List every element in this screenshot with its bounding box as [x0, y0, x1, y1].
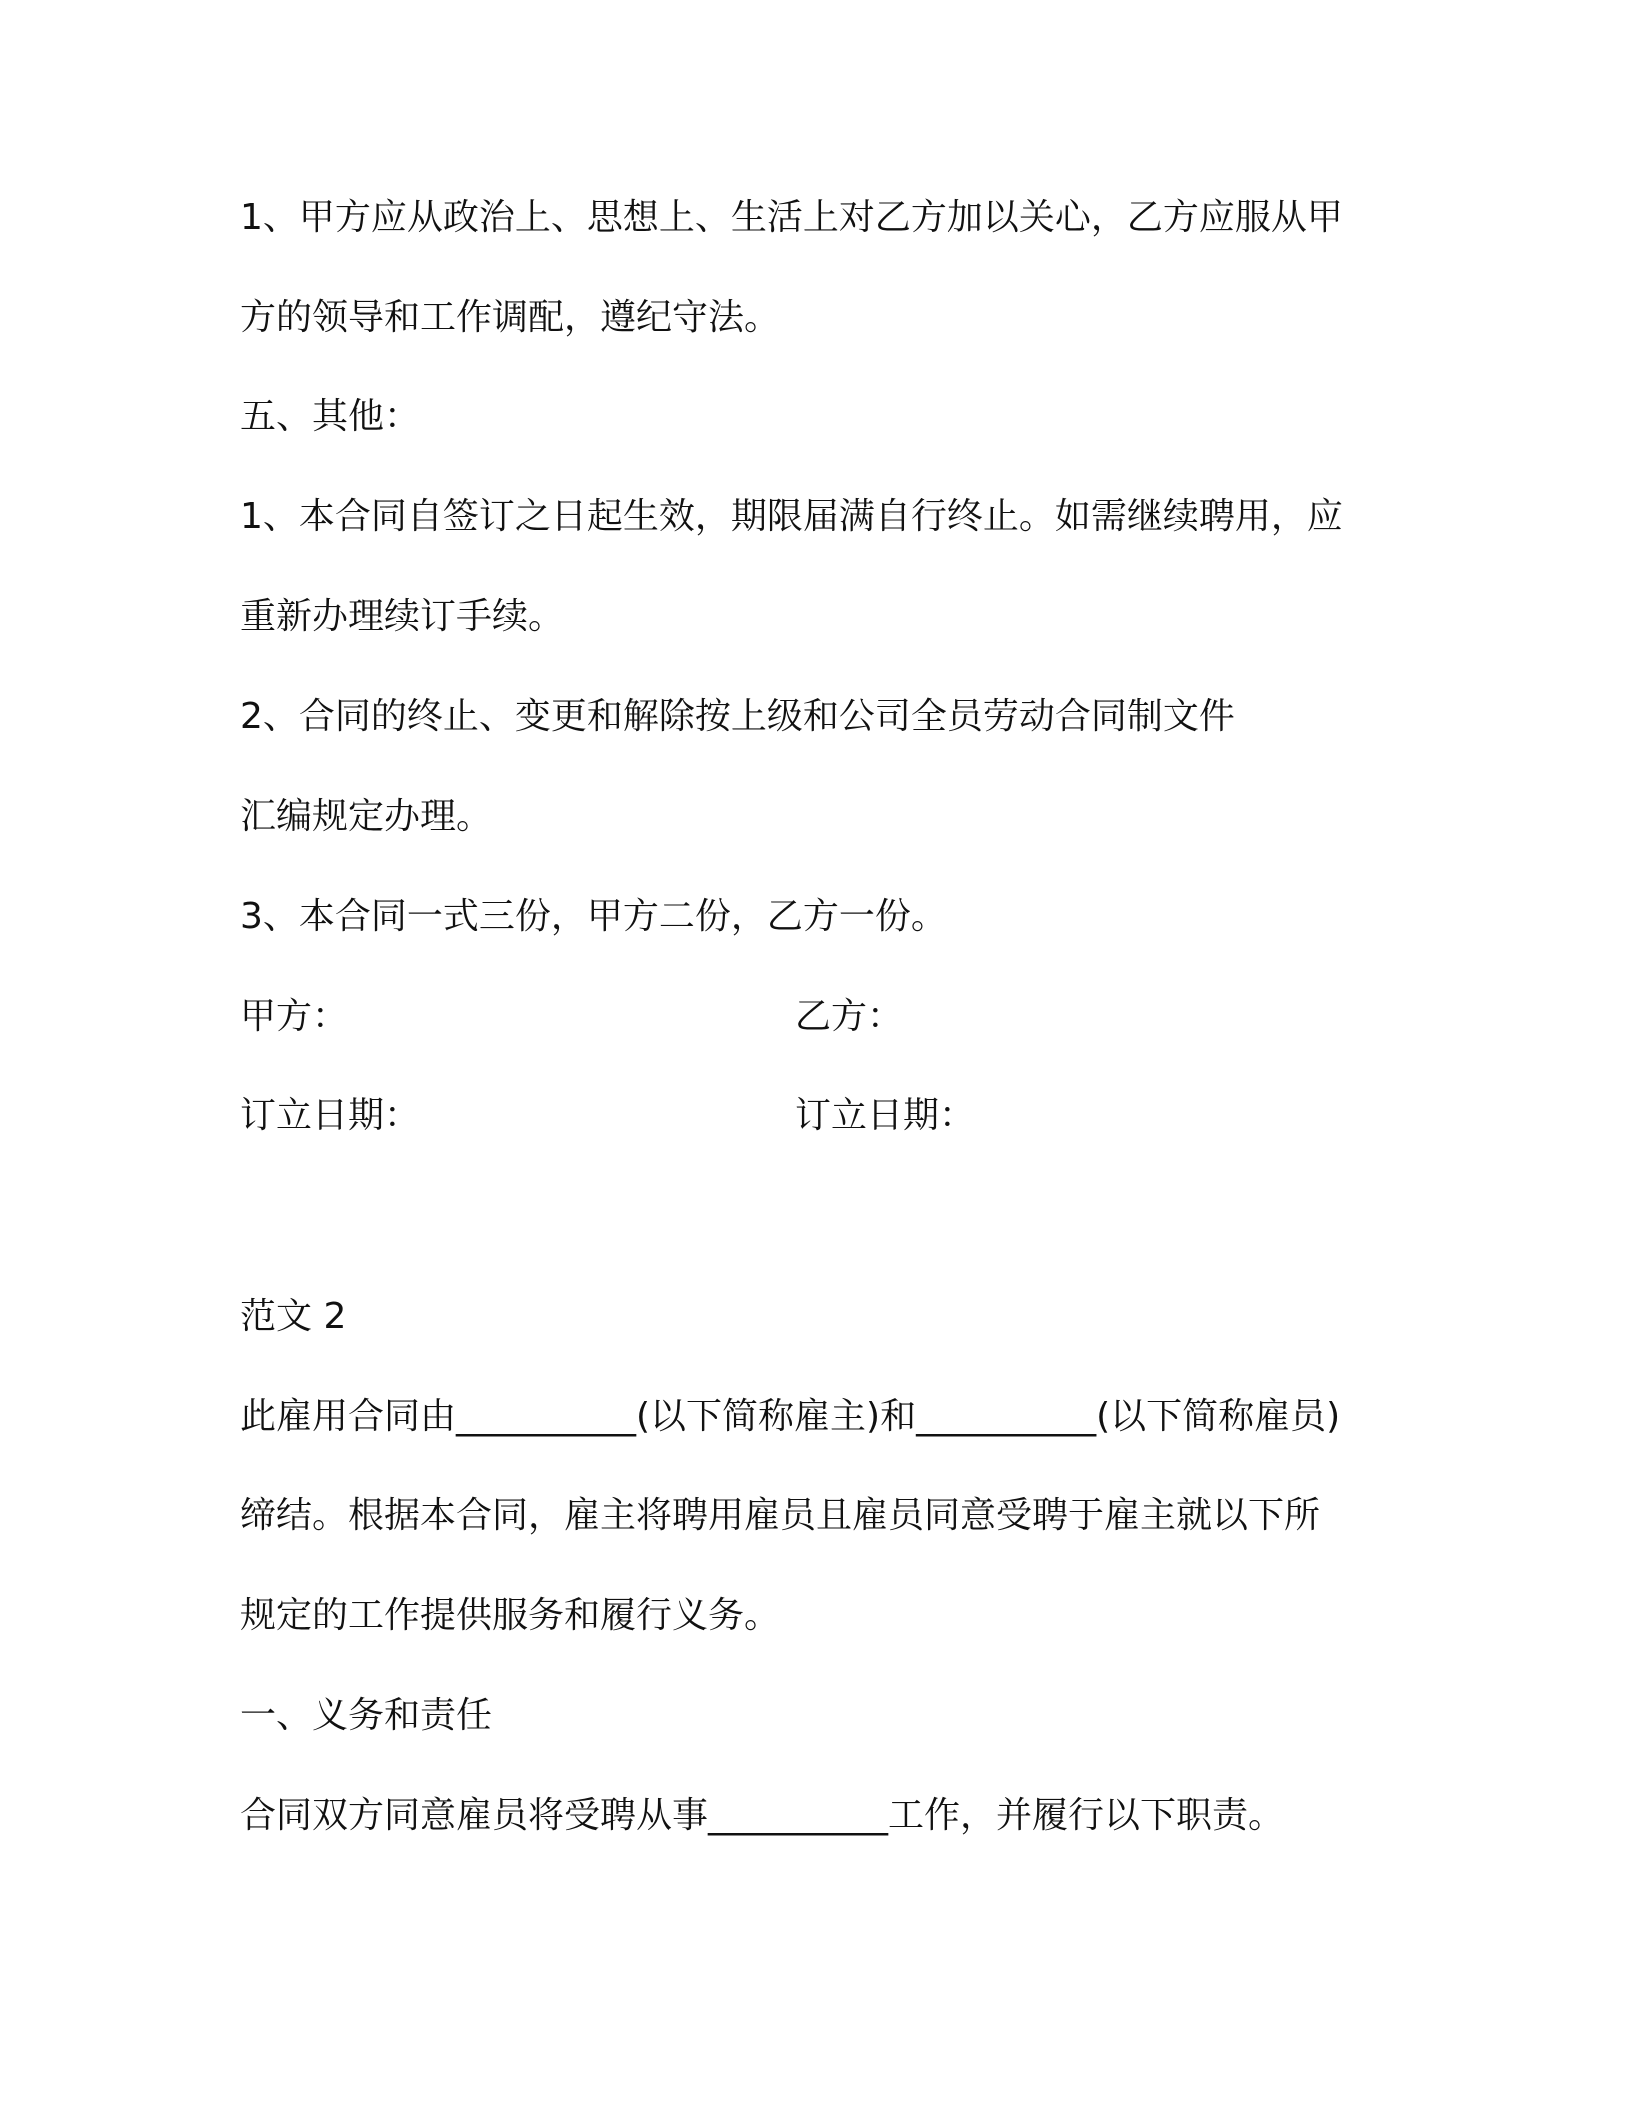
- paragraph-line-2: 方的领导和工作调配，遵纪守法。: [240, 297, 781, 338]
- signing-date-b-label: 订立日期：: [795, 1095, 976, 1136]
- sample-2-line-4: 合同双方同意雇员将受聘从事__________工作，并履行以下职责。: [240, 1795, 1285, 1836]
- paragraph-line-3: 1、本合同自签订之日起生效，期限届满自行终止。如需继续聘用，应: [240, 496, 1343, 537]
- party-a-label: 甲方：: [240, 996, 349, 1037]
- sample-2-line-1: 此雇用合同由__________(以下简称雇主)和__________(以下简称雇员): [240, 1396, 1341, 1437]
- paragraph-line-1: 1、甲方应从政治上、思想上、生活上对乙方加以关心，乙方应服从甲: [240, 197, 1343, 238]
- party-b-label: 乙方：: [795, 996, 904, 1037]
- paragraph-line-7: 3、本合同一式三份，甲方二份，乙方一份。: [240, 896, 947, 937]
- sample-2-section-heading: 一、义务和责任: [240, 1695, 493, 1736]
- paragraph-line-4: 重新办理续订手续。: [240, 596, 565, 637]
- sample-2-line-2: 缔结。根据本合同，雇主将聘用雇员且雇员同意受聘于雇主就以下所: [240, 1495, 1321, 1536]
- section-heading-other: 五、其他：: [240, 396, 421, 437]
- paragraph-line-6: 汇编规定办理。: [240, 796, 493, 837]
- signing-date-a-label: 订立日期：: [240, 1095, 421, 1136]
- paragraph-line-5: 2、合同的终止、变更和解除按上级和公司全员劳动合同制文件: [240, 696, 1235, 737]
- sample-2-heading: 范文 2: [240, 1296, 347, 1337]
- sample-2-line-3: 规定的工作提供服务和履行义务。: [240, 1595, 781, 1636]
